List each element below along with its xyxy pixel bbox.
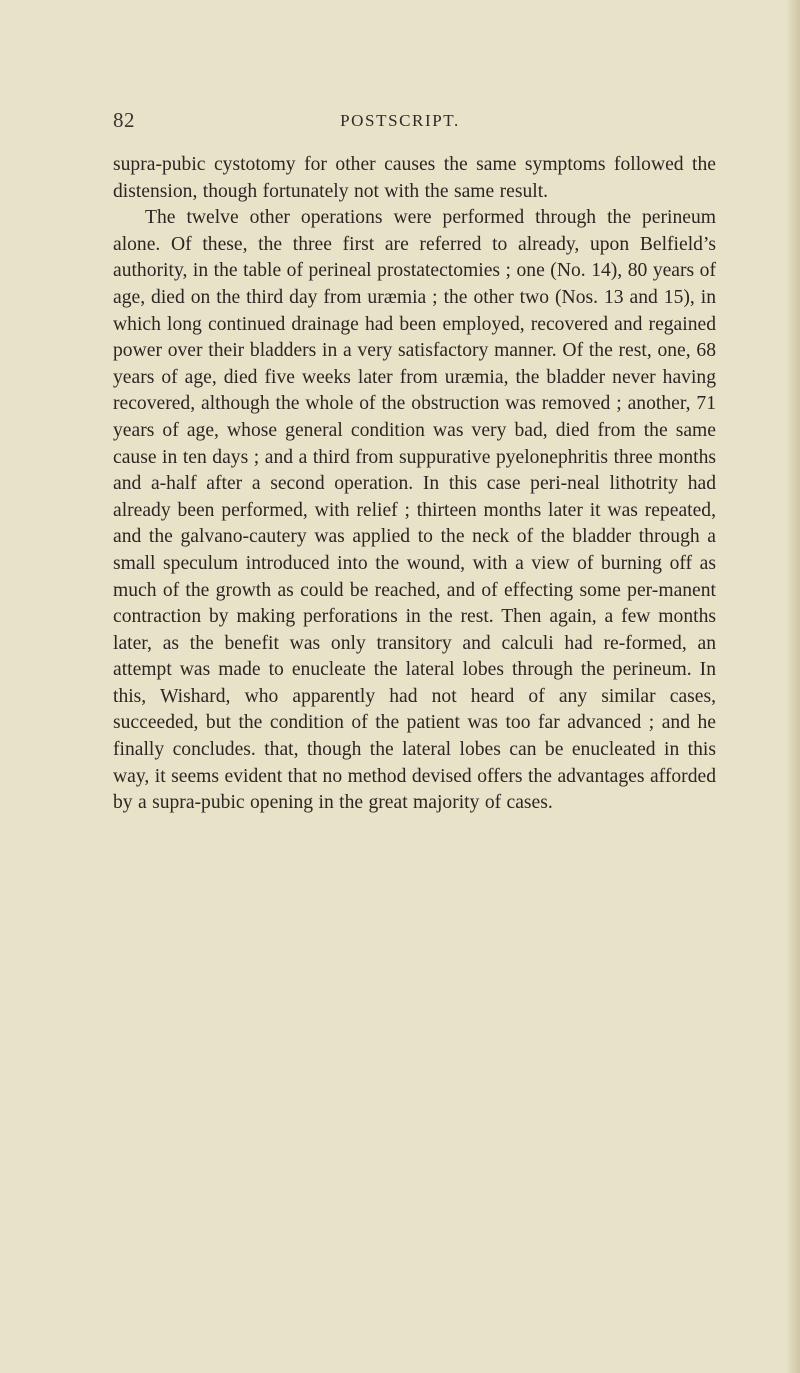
paragraph: The twelve other operations were performed through the perineum alone. Of these, the three first are referred to already, upon Belfield’s authority, in the table of perineal prostatectomies ; one (No. 14), 80 years of age, died on the third day from uræmia ; the other two (Nos. 13 and 15), in which long continued drainage had been employed, recovered and regained power over their bladders in a very satisfactory manner. Of the rest, one, 68 years of age, died five weeks later from uræmia, the bladder never having recovered, although the whole of the obstruction was removed ; another, 71 years of age, whose general condition was very bad, died from the same cause in ten days ; and a third from suppurative pyelonephritis three months and a-half after a second operation. In this case peri-neal lithotrity had already been performed, with relief ; thirteen months later it was repeated, and the galvano-cautery was applied to the neck of the bladder through a small speculum introduced into the wound, with a view of burning off as much of the growth as could be reached, and of effecting some per-manent contraction by making perforations in the rest. Then again, a few months later, as the benefit was only transitory and calculi had re-formed, an attempt was made to enucleate the lateral lobes through the perineum. In this, Wishard, who apparently had not heard of any similar cases, succeeded, but the condition of the patient was too far advanced ; and he finally concludes. that, though the lateral lobes can be enucleated in this way, it seems evident that no method devised offers the advantages afforded by a supra-pubic opening in the great majority of cases.	[113, 207, 716, 814]
page-number: 82	[113, 108, 135, 132]
body-text	[113, 152, 716, 817]
page-edge	[786, 0, 800, 1373]
page-header	[0, 108, 800, 138]
running-head: POSTSCRIPT.	[340, 111, 460, 130]
paragraph-continuation: supra-pubic cystotomy for other causes the same symptoms followed the distension, though fortunately not with the same result.	[113, 154, 716, 202]
